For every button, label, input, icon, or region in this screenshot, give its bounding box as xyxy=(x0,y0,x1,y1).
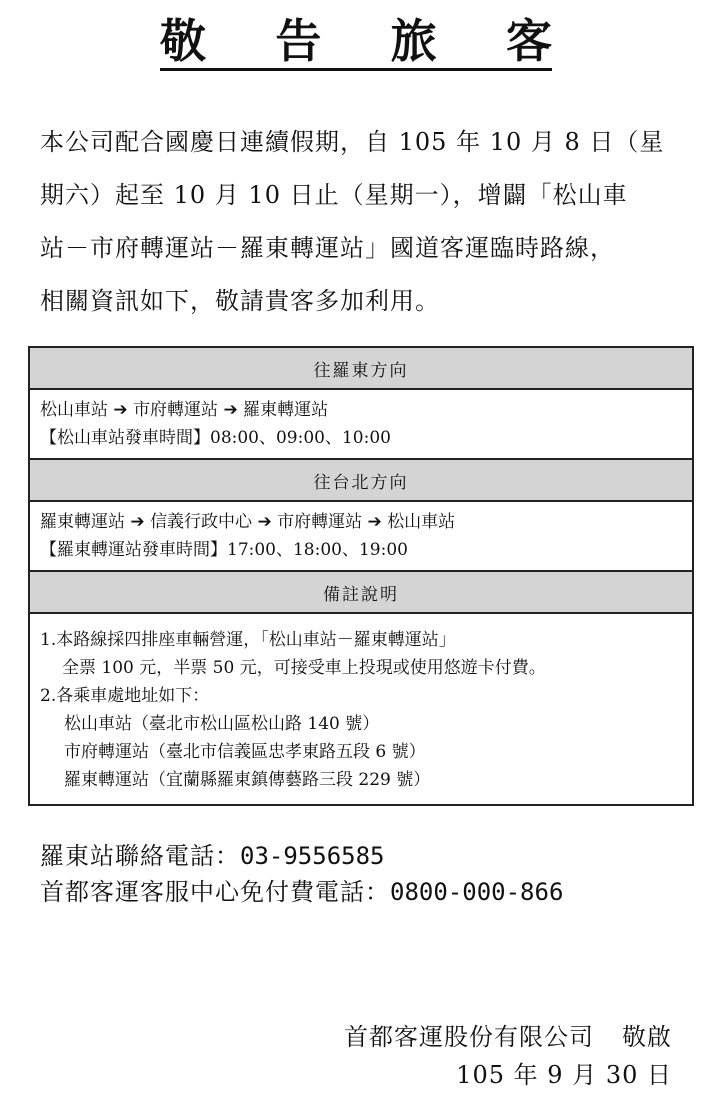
arrow-right-icon: ➔ xyxy=(223,400,238,420)
closing: 敬啟 xyxy=(622,1023,672,1051)
intro-line: 本公司配合國慶日連續假期，自 105 年 10 月 8 日（星 xyxy=(40,128,665,156)
intro-line: 相關資訊如下，敬請貴客多加利用。 xyxy=(40,287,440,315)
section-body-to-taipei xyxy=(29,501,693,571)
address-line: 市府轉運站（臺北市信義區忠孝東路五段 6 號） xyxy=(64,742,426,762)
route-line xyxy=(40,396,682,424)
title-char: 敬 xyxy=(160,14,206,68)
title-char: 旅 xyxy=(390,14,437,68)
arrow-right-icon: ➔ xyxy=(257,512,272,532)
arrow-right-icon: ➔ xyxy=(367,512,382,532)
notice-date: 105 年 9 月 30 日 xyxy=(456,1061,672,1089)
intro-line: 站－市府轉運站－羅東轉運站」國道客運臨時路線， xyxy=(40,234,615,262)
phone-number: 0800-000-866 xyxy=(390,878,564,906)
section-body-to-luodong xyxy=(29,389,693,459)
contact-info xyxy=(40,838,563,910)
signature-block xyxy=(344,1018,672,1094)
luodong-contact xyxy=(40,838,563,874)
notice-title xyxy=(160,14,552,71)
route-info-table xyxy=(28,346,694,806)
note-line: 2.各乘車處地址如下： xyxy=(40,686,210,706)
stop-name: 羅東轉運站 xyxy=(243,400,329,420)
stop-name: 市府轉運站 xyxy=(277,512,363,532)
intro-line: 期六）起至 10 月 10 日止（星期一），增闢「松山車 xyxy=(40,181,628,209)
departure-times: 【羅東轉運站發車時間】17:00、18:00、19:00 xyxy=(40,540,408,560)
route-line xyxy=(40,508,682,536)
arrow-right-icon: ➔ xyxy=(130,512,145,532)
title-char: 告 xyxy=(275,14,322,68)
section-header-notes: 備註說明 xyxy=(29,571,693,613)
note-line: 全票 100 元，半票 50 元，可接受車上投現或使用悠遊卡付費。 xyxy=(62,658,546,678)
stop-name: 松山車站 xyxy=(40,400,108,420)
intro-paragraph xyxy=(40,116,680,328)
contact-label: 首都客運客服中心免付費電話： xyxy=(40,878,390,906)
title-char: 客 xyxy=(505,14,552,68)
address-line: 松山車站（臺北市松山區松山路 140 號） xyxy=(64,714,380,734)
stop-name: 羅東轉運站 xyxy=(40,512,125,532)
stop-name: 市府轉運站 xyxy=(133,400,219,420)
section-header-to-taipei: 往台北方向 xyxy=(29,459,693,501)
note-line: 1.本路線採四排座車輛營運，「松山車站－羅東轉運站」 xyxy=(40,630,456,650)
stop-name: 松山車站 xyxy=(387,512,456,532)
phone-number: 03-9556585 xyxy=(240,842,385,870)
signature-line xyxy=(344,1018,672,1056)
section-header-to-luodong: 往羅東方向 xyxy=(29,347,693,389)
departure-times: 【松山車站發車時間】08:00、09:00、10:00 xyxy=(40,428,391,448)
service-contact xyxy=(40,874,563,910)
stop-name: 信義行政中心 xyxy=(150,512,253,532)
arrow-right-icon: ➔ xyxy=(113,400,128,420)
address-line: 羅東轉運站（宜蘭縣羅東鎮傳藝路三段 229 號） xyxy=(64,770,431,790)
company-name: 首都客運股份有限公司 xyxy=(344,1023,594,1051)
section-body-notes xyxy=(29,613,693,805)
contact-label: 羅東站聯絡電話： xyxy=(40,842,240,870)
